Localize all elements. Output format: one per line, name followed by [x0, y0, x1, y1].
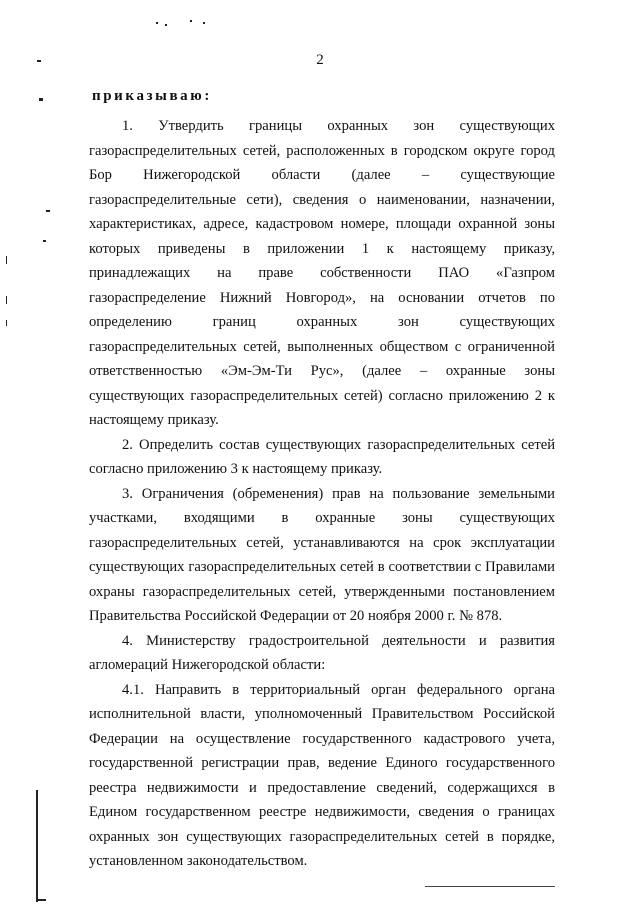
scan-speck: [190, 20, 192, 22]
page-number: 2: [316, 52, 324, 68]
scan-speck: [6, 256, 7, 264]
scan-speck: [6, 320, 7, 326]
margin-rule: [36, 790, 38, 902]
paragraph-2: 2. Определить состав существующих газораспределительных сетей согласно приложению 3 к настоящему приказу.: [89, 436, 555, 477]
scan-speck: [6, 296, 7, 304]
paragraph-4: 4. Министерству градостроительной деятельности и развития агломераций Нижегородской области:: [89, 632, 555, 673]
scan-speck: [203, 22, 205, 24]
paragraph-4-1: 4.1. Направить в территориальный орган федерального органа исполнительной власти, уполномоченный Правительством Российской Федерации на осуществление государственного кадастрового учета, государственной регистрации прав, ведение Единого государственного реестра недвижимости и предоставление сведений, содержащихся в Едином государственном реестре недвижимости, сведения о границах охранных зон существующих газораспределительных сетей в порядке, установленном законодательством.: [89, 681, 555, 869]
scan-speck: [39, 98, 43, 101]
scan-speck: [43, 240, 46, 242]
footer-line: [425, 886, 555, 887]
scan-speck: [156, 22, 158, 24]
document-body: [89, 114, 555, 874]
margin-rule-foot: [36, 899, 46, 901]
scan-speck: [46, 210, 50, 212]
paragraph-1: 1. Утвердить границы охранных зон существующих газораспределительных сетей, расположенных в городском округе город Бор Нижегородской области (далее – существующие газораспределительные сети), сведения о наименовании, назначении, характеристиках, адресе, кадастровом номере, площади охранной зоны которых приведены в приложении 1 к настоящему приказу, принадлежащих на праве собственности ПАО «Газпром газораспределение Нижний Новгород», на основании отчетов по определению границ охранных зон существующих газораспределительных сетей, выполненных обществом с ограниченной ответственностью «Эм-Эм-Ти Рус», (далее – охранные зоны существующих газораспределительных сетей) согласно приложению 2 к настоящему приказу.: [89, 118, 555, 428]
scan-speck: [165, 24, 167, 26]
order-heading: приказываю:: [92, 88, 212, 104]
paragraph-3: 3. Ограничения (обременения) прав на пользование земельными участками, входящими в охранные зоны существующих газораспределительных сетей, устанавливаются на срок эксплуатации существующих газораспределительных сетей в соответствии с Правилами охраны газораспределительных сетей, утвержденными постановлением Правительства Российской Федерации от 20 ноября 2000 г. № 878.: [89, 485, 555, 624]
